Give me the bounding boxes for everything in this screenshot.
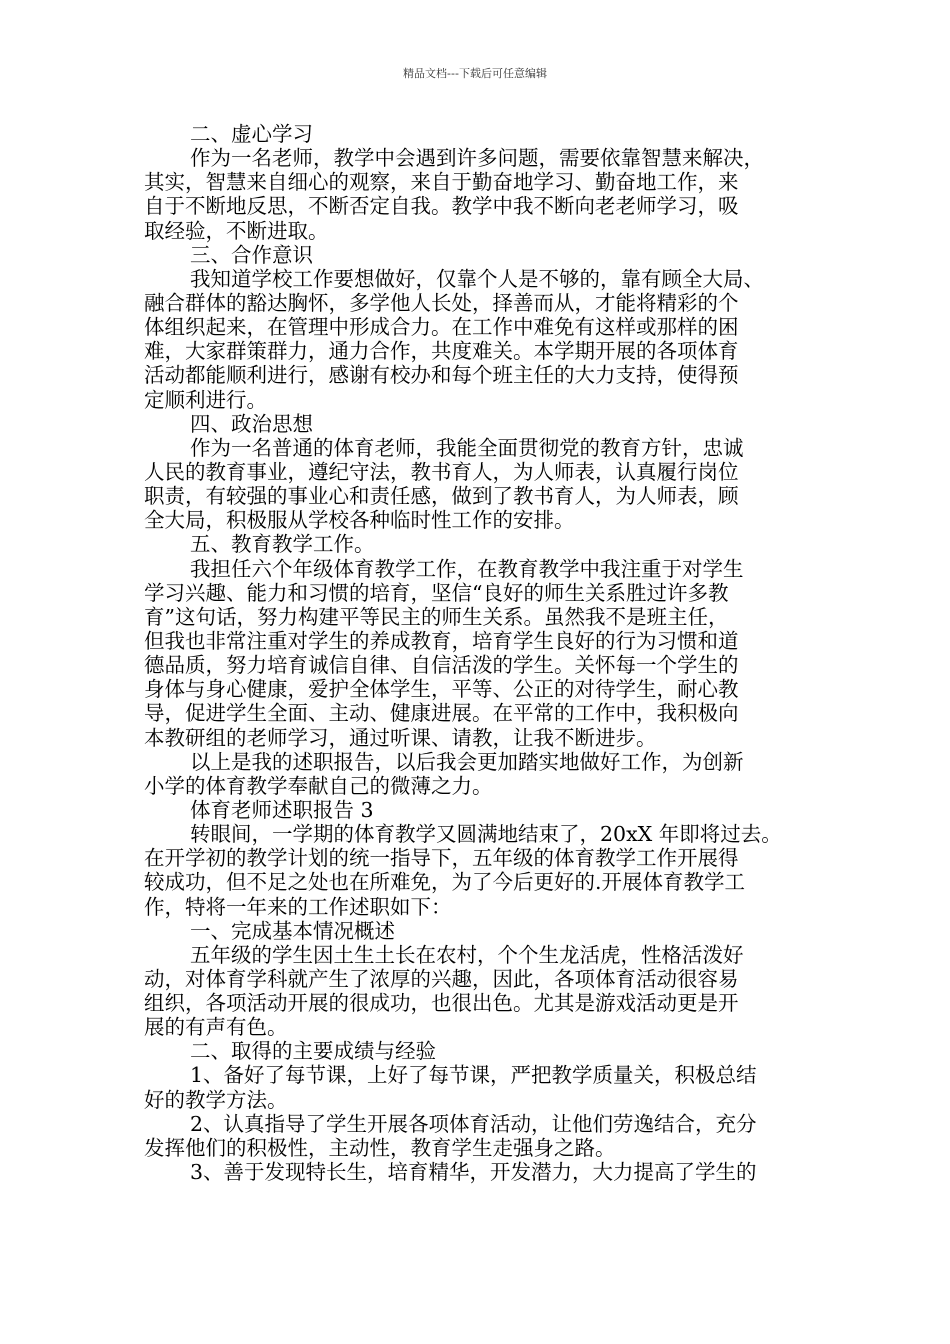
text-line: 融合群体的豁达胸怀，多学他人长处，择善而从，才能将精彩的个 [144, 290, 739, 315]
text-line: 但我也非常注重对学生的养成教育，培育学生良好的行为习惯和道 [144, 628, 739, 653]
text-line: 体组织起来，在管理中形成合力。在工作中难免有这样或那样的困 [144, 315, 739, 340]
text-line: 动，对体育学科就产生了浓厚的兴趣，因此，各项体育活动很容易 [144, 966, 739, 991]
text-line: 3、善于发现特长生，培育精华，开发潜力，大力提高了学生的 [190, 1160, 757, 1185]
text-line: 其实，智慧来自细心的观察，来自于勤奋地学习、勤奋地工作，来 [144, 170, 739, 195]
text-line: 二、取得的主要成绩与经验 [190, 1039, 436, 1064]
page-header: 精品文档---下载后可任意编辑 [403, 67, 547, 80]
text-line: 定顺利进行。 [144, 387, 267, 412]
text-line: 育”这句话，努力构建平等民主的师生关系。虽然我不是班主任， [144, 604, 729, 629]
text-line: 三、合作意识 [190, 242, 313, 267]
text-line: 作，特将一年来的工作述职如下： [144, 894, 452, 919]
text-line: 学习兴趣、能力和习惯的培育，坚信“良好的师生关系胜过许多教 [144, 580, 729, 605]
text-line: 发挥他们的积极性，主动性，教育学生走强身之路。 [144, 1135, 616, 1160]
text-line: 导，促进学生全面、主动、健康进展。在平常的工作中，我积极向 [144, 701, 739, 726]
text-line: 在开学初的教学计划的统一指导下，五年级的体育教学工作开展得 [144, 846, 739, 871]
text-line: 展的有声有色。 [144, 1015, 288, 1040]
text-line: 全大局，积极服从学校各种临时性工作的安排。 [144, 508, 575, 533]
text-line: 组织，各项活动开展的很成功，也很出色。尤其是游戏活动更是开 [144, 991, 739, 1016]
text-line: 自于不断地反思，不断否定自我。教学中我不断向老老师学习，吸 [144, 194, 739, 219]
text-line: 好的教学方法。 [144, 1087, 288, 1112]
text-line: 五、教育教学工作。 [190, 532, 375, 557]
text-line: 1、备好了每节课，上好了每节课，严把教学质量关，积极总结 [190, 1063, 757, 1088]
document-body [144, 122, 830, 1184]
text-line: 以上是我的述职报告，以后我会更加踏实地做好工作，为创新 [190, 749, 744, 774]
text-line: 我知道学校工作要想做好，仅靠个人是不够的，靠有顾全大局、 [190, 266, 764, 291]
text-line: 作为一名普通的体育老师，我能全面贯彻党的教育方针，忠诚 [190, 435, 744, 460]
text-line: 取经验，不断进取。 [144, 218, 329, 243]
text-line: 四、政治思想 [190, 411, 313, 436]
text-line: 身体与身心健康，爱护全体学生，平等、公正的对待学生，耐心教 [144, 677, 739, 702]
text-line: 2、认真指导了学生开展各项体育活动，让他们劳逸结合，充分 [190, 1111, 757, 1136]
text-line: 二、虚心学习 [190, 122, 313, 146]
text-line: 活动都能顺利进行，感谢有校办和每个班主任的大力支持，使得预 [144, 363, 739, 388]
text-line: 作为一名老师，教学中会遇到许多问题，需要依靠智慧来解决， [190, 146, 764, 171]
text-line: 本教研组的老师学习，通过听课、请教，让我不断进步。 [144, 725, 657, 750]
text-line: 职责，有较强的事业心和责任感，做到了教书育人，为人师表，顾 [144, 484, 739, 509]
text-line: 五年级的学生因土生土长在农村，个个生龙活虎，性格活泼好 [190, 942, 744, 967]
text-line: 一、完成基本情况概述 [190, 918, 395, 943]
text-line: 小学的体育教学奉献自己的微薄之力。 [144, 773, 493, 798]
text-line: 较成功，但不足之处也在所难免，为了今后更好的.开展体育教学工 [144, 870, 746, 895]
text-line: 体育老师述职报告 3 [190, 797, 374, 822]
text-line: 德品质，努力培育诚信自律、自信活泼的学生。关怀每一个学生的 [144, 653, 739, 678]
text-line: 难，大家群策群力，通力合作，共度难关。本学期开展的各项体育 [144, 339, 739, 364]
text-line: 人民的教育事业，遵纪守法，教书育人，为人师表，认真履行岗位 [144, 459, 739, 484]
text-line: 转眼间，一学期的体育教学又圆满地结束了，20xX 年即将过去。 [190, 822, 782, 847]
text-line: 我担任六个年级体育教学工作，在教育教学中我注重于对学生 [190, 556, 744, 581]
